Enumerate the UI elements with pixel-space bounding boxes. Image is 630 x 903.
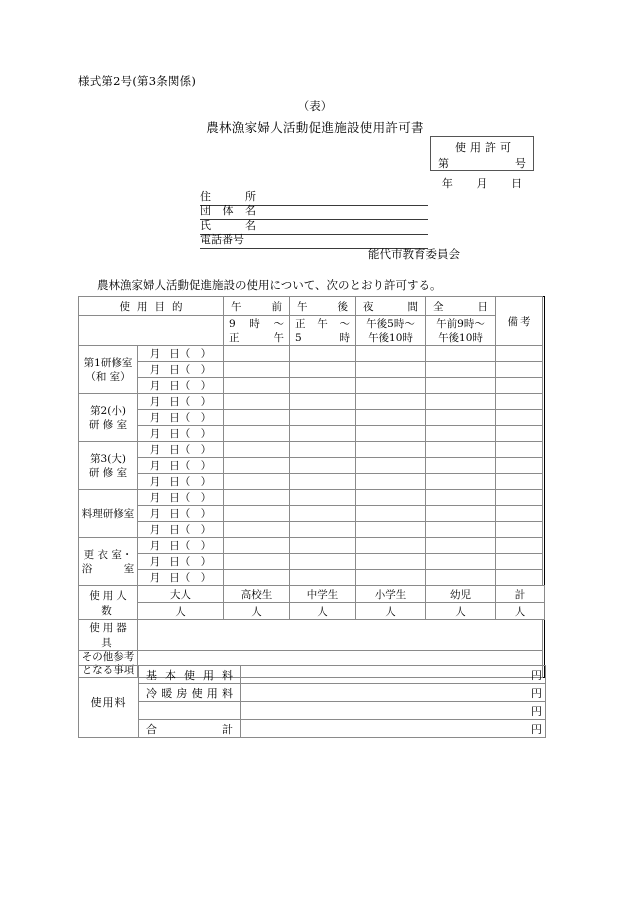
date-field[interactable]: 月 日（ ）: [138, 490, 224, 506]
usage-table: [78, 296, 545, 678]
slot-cell[interactable]: [224, 426, 290, 442]
remarks-header: 備考: [496, 297, 543, 346]
slot-cell[interactable]: [356, 538, 426, 554]
slot-cell[interactable]: [426, 490, 496, 506]
slot-cell[interactable]: [356, 522, 426, 538]
table-row: [79, 394, 545, 410]
slot-cell[interactable]: [290, 458, 356, 474]
permit-number-box: [430, 136, 534, 171]
slot-cell[interactable]: [224, 442, 290, 458]
slot-cell[interactable]: [426, 410, 496, 426]
people-count-label: 使用人数: [79, 586, 138, 620]
slot-cell[interactable]: [426, 474, 496, 490]
slot-cell[interactable]: [356, 554, 426, 570]
slot-cell[interactable]: [426, 394, 496, 410]
room-label-1: 第1研修室 （和 室）: [79, 346, 138, 394]
remarks-cell[interactable]: [496, 474, 543, 490]
period-header-4: 全 日: [426, 297, 496, 316]
slot-cell[interactable]: [290, 522, 356, 538]
slot-cell[interactable]: [426, 346, 496, 362]
remarks-cell[interactable]: [496, 346, 543, 362]
slot-cell[interactable]: [290, 410, 356, 426]
permit-label: 使用許可: [455, 141, 515, 154]
people-category-3: 中学生: [290, 586, 356, 603]
slot-cell[interactable]: [426, 362, 496, 378]
table-row: [79, 474, 545, 490]
people-input-1[interactable]: 人: [138, 603, 224, 620]
document-title: 農林漁家婦人活動促進施設使用許可書: [206, 120, 424, 135]
equipment-label: 使用器具: [79, 620, 138, 651]
slot-cell[interactable]: [224, 378, 290, 394]
people-total-label: 計: [496, 586, 545, 603]
slot-cell[interactable]: [356, 442, 426, 458]
organization-label: 団 体 名: [200, 204, 256, 217]
period-time-4: 午前9時～ 午後10時: [426, 316, 496, 346]
people-input-2[interactable]: 人: [224, 603, 290, 620]
date-field[interactable]: 月 日（ ）: [138, 442, 224, 458]
slot-cell[interactable]: [356, 506, 426, 522]
fee-amount-input-1[interactable]: 円: [241, 666, 546, 684]
table-row: [79, 362, 545, 378]
slot-cell[interactable]: [290, 474, 356, 490]
slot-cell[interactable]: [224, 506, 290, 522]
fee-row: [79, 720, 546, 738]
slot-cell[interactable]: [356, 378, 426, 394]
people-input-5[interactable]: 人: [426, 603, 496, 620]
fee-item-label-2: 冷 暖 房 使 用 料: [139, 684, 241, 702]
remarks-cell[interactable]: [496, 570, 543, 586]
people-input-3[interactable]: 人: [290, 603, 356, 620]
slot-cell[interactable]: [290, 554, 356, 570]
address-label: 住 所: [200, 189, 256, 203]
permit-month-label: 月: [476, 177, 488, 190]
table-row: [79, 522, 545, 538]
fee-amount-input-3[interactable]: 円: [241, 702, 546, 720]
slot-cell[interactable]: [356, 410, 426, 426]
slot-cell[interactable]: [224, 490, 290, 506]
slot-cell[interactable]: [426, 570, 496, 586]
remarks-cell[interactable]: [496, 362, 543, 378]
date-field[interactable]: 月 日（ ）: [138, 362, 224, 378]
purpose-input-cell[interactable]: [79, 316, 224, 346]
remarks-cell[interactable]: [496, 426, 543, 442]
slot-cell[interactable]: [356, 426, 426, 442]
room-label-2: 第2(小) 研 修 室: [79, 394, 138, 442]
slot-cell[interactable]: [224, 474, 290, 490]
slot-cell[interactable]: [426, 378, 496, 394]
people-category-5: 幼児: [426, 586, 496, 603]
people-input-4[interactable]: 人: [356, 603, 426, 620]
slot-cell[interactable]: [290, 490, 356, 506]
table-row: [79, 538, 545, 554]
date-field[interactable]: 月 日（ ）: [138, 522, 224, 538]
date-field[interactable]: 月 日（ ）: [138, 570, 224, 586]
slot-cell[interactable]: [290, 442, 356, 458]
date-field[interactable]: 月 日（ ）: [138, 394, 224, 410]
people-total-input[interactable]: 人: [496, 603, 545, 620]
date-field[interactable]: 月 日（ ）: [138, 426, 224, 442]
remarks-cell[interactable]: [496, 490, 543, 506]
table-row: [79, 570, 545, 586]
period-header-2: 午 後: [290, 297, 356, 316]
room-label-5: 更 衣 室・ 浴 室: [79, 538, 138, 586]
issuing-committee: 能代市教育委員会: [368, 247, 460, 261]
phone-label: 電話番号: [200, 233, 244, 246]
slot-cell[interactable]: [356, 490, 426, 506]
slot-cell[interactable]: [224, 362, 290, 378]
slot-cell[interactable]: [356, 570, 426, 586]
slot-cell[interactable]: [426, 426, 496, 442]
period-time-3: 午後5時～ 午後10時: [356, 316, 426, 346]
remarks-cell[interactable]: [496, 554, 543, 570]
fee-amount-input-4[interactable]: 円: [241, 720, 546, 738]
fee-item-label-1: 基 本 使 用 料: [139, 666, 241, 684]
people-category-4: 小学生: [356, 586, 426, 603]
fee-row: [79, 684, 546, 702]
slot-cell[interactable]: [290, 506, 356, 522]
table-row: [79, 378, 545, 394]
slot-cell[interactable]: [426, 506, 496, 522]
date-field[interactable]: 月 日（ ）: [138, 538, 224, 554]
room-label-4: 料理研修室: [79, 490, 138, 538]
slot-cell[interactable]: [356, 362, 426, 378]
slot-cell[interactable]: [224, 554, 290, 570]
slot-cell[interactable]: [290, 362, 356, 378]
form-number: 様式第2号(第3条関係): [78, 74, 197, 88]
equipment-input[interactable]: [138, 620, 543, 651]
slot-cell[interactable]: [224, 570, 290, 586]
slot-cell[interactable]: [224, 410, 290, 426]
omote-marker: （表）: [297, 99, 333, 113]
slot-cell[interactable]: [426, 442, 496, 458]
remarks-cell[interactable]: [496, 442, 543, 458]
permit-day-label: 日: [511, 177, 523, 190]
date-field[interactable]: 月 日（ ）: [138, 458, 224, 474]
slot-cell[interactable]: [290, 570, 356, 586]
room-label-3: 第3(大) 研 修 室: [79, 442, 138, 490]
date-field[interactable]: 月 日（ ）: [138, 346, 224, 362]
remarks-cell[interactable]: [496, 394, 543, 410]
remarks-cell[interactable]: [496, 410, 543, 426]
slot-cell[interactable]: [426, 458, 496, 474]
name-label: 氏 名: [200, 218, 256, 232]
people-category-1: 大人: [138, 586, 224, 603]
slot-cell[interactable]: [290, 394, 356, 410]
fee-amount-input-2[interactable]: 円: [241, 684, 546, 702]
lead-sentence: 農林漁家婦人活動促進施設の使用について、次のとおり許可する。: [97, 278, 442, 292]
remarks-cell[interactable]: [496, 522, 543, 538]
slot-cell[interactable]: [356, 458, 426, 474]
slot-cell[interactable]: [356, 394, 426, 410]
slot-cell[interactable]: [290, 346, 356, 362]
slot-cell[interactable]: [290, 538, 356, 554]
period-header-3: 夜 間: [356, 297, 426, 316]
fee-item-label-4: 合 計: [139, 720, 241, 738]
fee-item-label-3: [139, 702, 241, 720]
remarks-cell[interactable]: [496, 538, 543, 554]
table-row: [79, 554, 545, 570]
table-row: [79, 410, 545, 426]
date-field[interactable]: 月 日（ ）: [138, 554, 224, 570]
slot-cell[interactable]: [426, 522, 496, 538]
slot-cell[interactable]: [224, 346, 290, 362]
slot-cell[interactable]: [224, 394, 290, 410]
remarks-cell[interactable]: [496, 458, 543, 474]
table-row: [79, 442, 545, 458]
table-row: [79, 490, 545, 506]
date-field[interactable]: 月 日（ ）: [138, 474, 224, 490]
fee-section-label: 使用料: [79, 666, 139, 738]
slot-cell[interactable]: [356, 474, 426, 490]
date-field[interactable]: 月 日（ ）: [138, 506, 224, 522]
date-field[interactable]: 月 日（ ）: [138, 378, 224, 394]
people-category-2: 高校生: [224, 586, 290, 603]
table-row: [79, 346, 545, 362]
remarks-cell[interactable]: [496, 506, 543, 522]
period-time-2: 正 午 ～ 5 時: [290, 316, 356, 346]
permit-year-label: 年: [441, 177, 453, 190]
permit-date-line: [430, 175, 534, 191]
date-field[interactable]: 月 日（ ）: [138, 410, 224, 426]
fee-row: [79, 702, 546, 720]
slot-cell[interactable]: [356, 346, 426, 362]
fee-row: [79, 666, 546, 684]
slot-cell[interactable]: [290, 426, 356, 442]
period-time-1: 9 時 ～ 正 午: [224, 316, 290, 346]
fee-table: [78, 665, 546, 738]
table-row: [79, 506, 545, 522]
other-notes-label: その他参考 となる事項: [79, 651, 138, 678]
permit-dai-label: 第: [438, 157, 449, 170]
table-row: [79, 458, 545, 474]
slot-cell[interactable]: [224, 458, 290, 474]
permit-gou-label: 号: [515, 157, 526, 170]
slot-cell[interactable]: [290, 378, 356, 394]
applicant-fields: [200, 191, 428, 249]
slot-cell[interactable]: [426, 538, 496, 554]
period-header-1: 午 前: [224, 297, 290, 316]
remarks-cell[interactable]: [496, 378, 543, 394]
slot-cell[interactable]: [224, 522, 290, 538]
slot-cell[interactable]: [426, 554, 496, 570]
slot-cell[interactable]: [224, 538, 290, 554]
purpose-header: 使用目的: [79, 297, 224, 316]
table-row: [79, 426, 545, 442]
